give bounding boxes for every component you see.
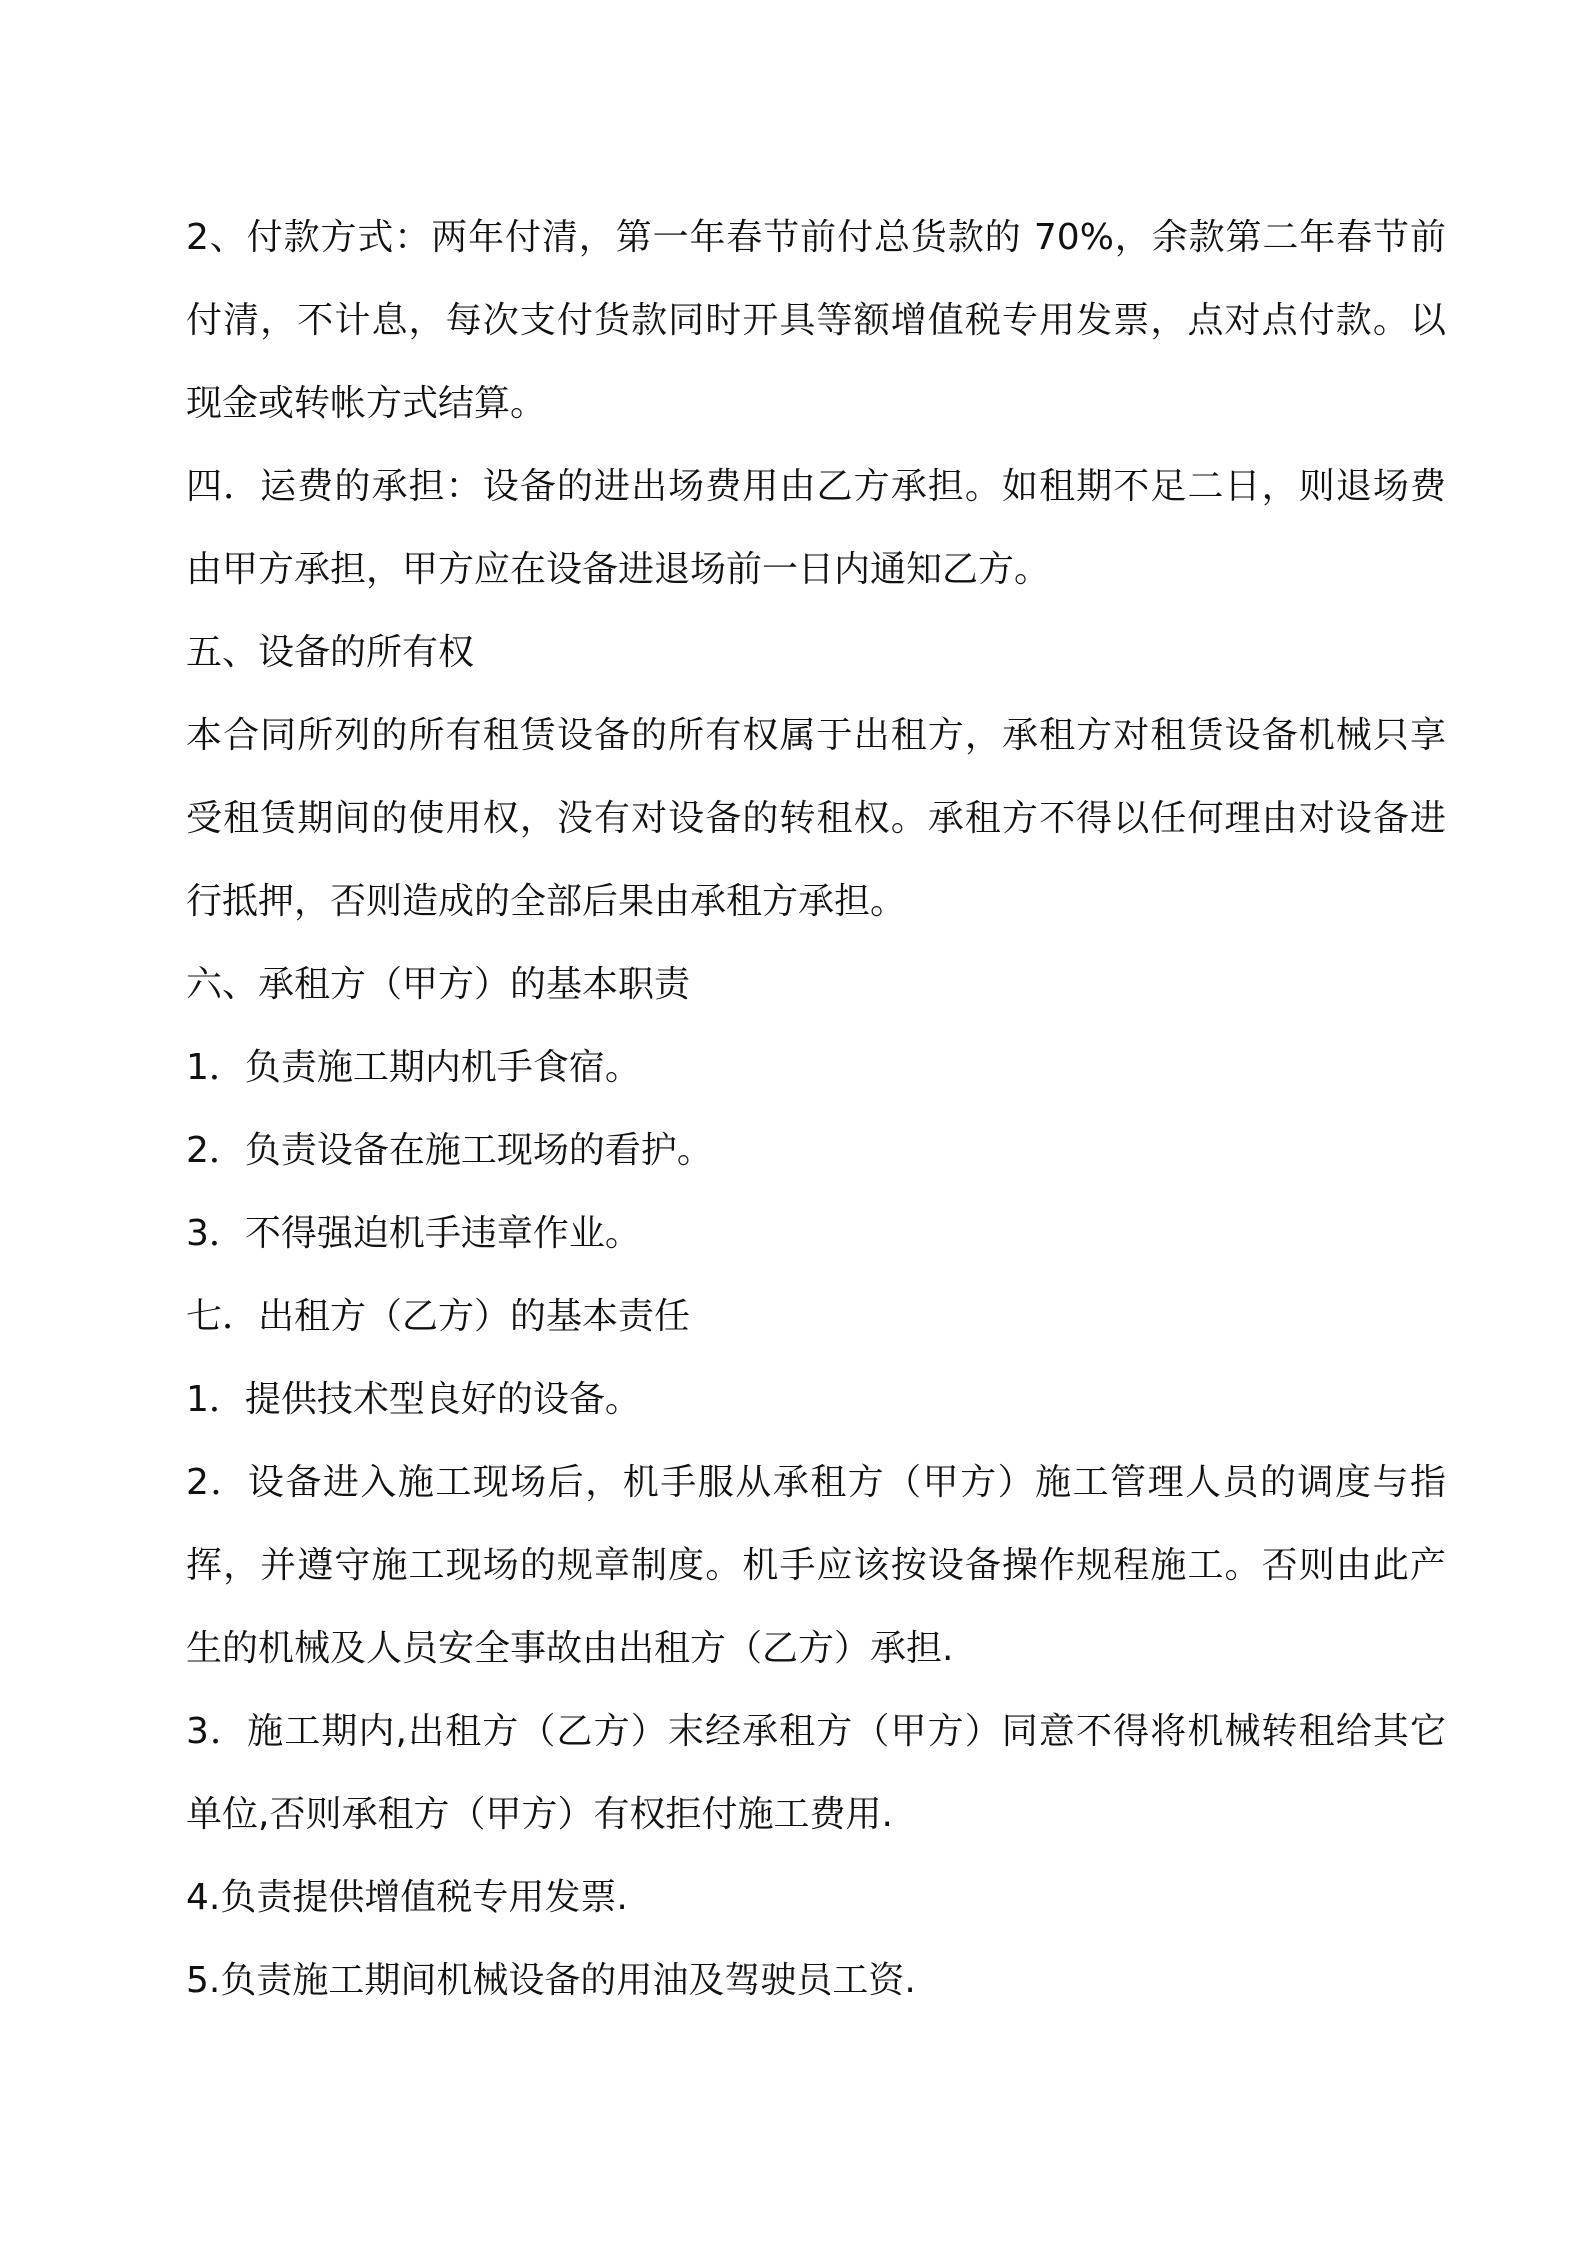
text-line: 2、付款方式：两年付清，第一年春节前付总货款的 70%，余款第二年春节前	[186, 217, 1446, 258]
text-line: 3．施工期内,出租方（乙方）末经承租方（甲方）同意不得将机械转租给其它	[186, 1711, 1446, 1752]
text-line: 4.负责提供增值税专用发票.	[186, 1877, 628, 1918]
text-line: 生的机械及人员安全事故由出租方（乙方）承担.	[186, 1628, 954, 1669]
text-line: 由甲方承担，甲方应在设备进退场前一日内通知乙方。	[186, 549, 1051, 590]
text-line: 2．负责设备在施工现场的看护。	[186, 1130, 713, 1171]
text-line: 受租赁期间的使用权，没有对设备的转租权。承租方不得以任何理由对设备进	[186, 798, 1446, 839]
text-line: 本合同所列的所有租赁设备的所有权属于出租方，承租方对租赁设备机械只享	[186, 715, 1446, 756]
document-body	[186, 196, 1446, 2022]
text-line: 2．设备进入施工现场后，机手服从承租方（甲方）施工管理人员的调度与指	[186, 1462, 1446, 1503]
text-line: 六、承租方（甲方）的基本职责	[186, 964, 691, 1005]
text-line: 5.负责施工期间机械设备的用油及驾驶员工资.	[186, 1960, 916, 2001]
text-line: 七．出租方（乙方）的基本责任	[186, 1296, 691, 1337]
text-line: 四．运费的承担：设备的进出场费用由乙方承担。如租期不足二日，则退场费	[186, 466, 1446, 507]
text-line: 3．不得强迫机手违章作业。	[186, 1213, 641, 1254]
text-line: 付清，不计息，每次支付货款同时开具等额增值税专用发票，点对点付款。以	[186, 300, 1446, 341]
text-line: 1．提供技术型良好的设备。	[186, 1379, 641, 1420]
text-line: 1．负责施工期内机手食宿。	[186, 1047, 641, 1088]
text-line: 现金或转帐方式结算。	[186, 383, 547, 424]
text-line: 五、设备的所有权	[186, 632, 475, 673]
text-line: 单位,否则承租方（甲方）有权拒付施工费用.	[186, 1794, 893, 1835]
text-line: 行抵押，否则造成的全部后果由承租方承担。	[186, 881, 907, 922]
text-line: 挥，并遵守施工现场的规章制度。机手应该按设备操作规程施工。否则由此产	[186, 1545, 1446, 1586]
